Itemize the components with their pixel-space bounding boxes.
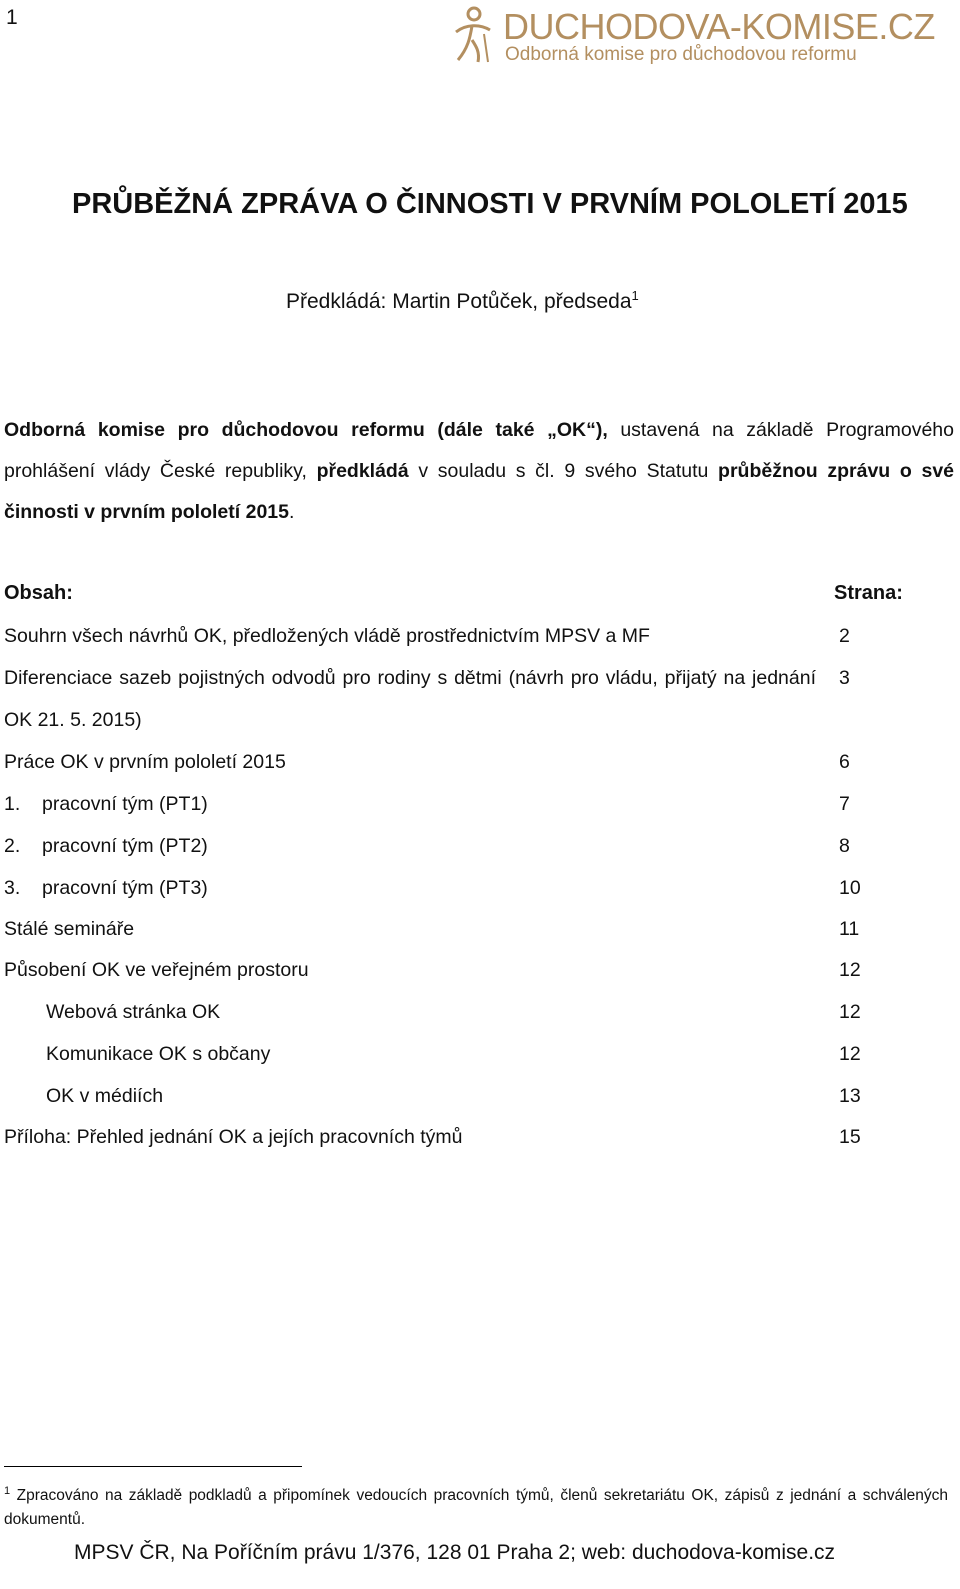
toc-item-label: Diferenciace sazeb pojistných odvodů pro rodiny s dětmi (návrh pro vládu, přijatý na jednání OK 21. 5. 2015) [4,667,816,731]
toc-page-heading: Strana: [834,582,903,604]
logo-brand: DUCHODOVA-KOMISE.CZ [503,6,935,47]
toc-item-number: 1. [4,793,21,815]
footnote [4,1479,948,1532]
toc-item-page: 12 [839,1001,861,1023]
logo-tagline: Odborná komise pro důchodovou reformu [505,44,857,65]
intro-subject: průběžnou zprávu o své činnosti v prvním pololetí 2015 [4,460,955,523]
toc-item-label: Práce OK v prvním pololetí 2015 [4,751,286,773]
toc-item-page: 13 [839,1085,861,1107]
footnote-ref[interactable]: 1 [631,288,639,303]
submitter-text: Předkládá: Martin Potůček, předseda [286,290,632,313]
toc-item-page: 7 [839,793,850,815]
toc-item-page: 12 [839,959,861,981]
footnote-text: Zpracováno na základě podkladů a připomínek vedoucích pracovních týmů, členů sekretariátu OK, zápisů z jednání a schválených dokumentů. [4,1487,948,1529]
submitter [286,288,639,314]
intro-text-1: ustavená na základě Programového prohlášení vlády České republiky, [4,419,954,482]
document-title: PRŮBĚŽNÁ ZPRÁVA O ČINNOSTI V PRVNÍM POLOLETÍ 2015 [72,188,908,220]
toc-item-page: 15 [839,1126,861,1148]
footnote-divider [4,1466,302,1467]
toc-item-label: Webová stránka OK [46,1001,221,1023]
toc-item-label: pracovní tým (PT3) [42,877,208,899]
page-number: 1 [6,6,18,29]
toc-heading: Obsah: [4,582,73,604]
toc-item-page: 11 [839,918,860,940]
toc-item-label: OK v médiích [46,1085,164,1107]
toc-item-page: 10 [839,877,861,899]
toc-item-page: 6 [839,751,850,773]
intro-text-3: . [289,501,295,523]
footnote-mark: 1 [4,1485,11,1497]
toc-item-page: 3 [839,667,850,689]
toc-item-page: 2 [839,625,850,647]
page-footer: MPSV ČR, Na Poříčním právu 1/376, 128 01 Praha 2; web: duchodova-komise.cz [74,1541,836,1564]
toc-item-page: 12 [839,1043,861,1065]
intro-text-2: v souladu s čl. 9 svého Statutu [408,460,719,482]
logo-figure-icon [448,4,498,64]
toc-item-page: 8 [839,835,850,857]
toc-item-label: Stálé semináře [4,918,135,940]
logo[interactable] [448,4,953,64]
toc-item-label: Souhrn všech návrhů OK, předložených vládě prostřednictvím MPSV a MF [4,625,650,647]
toc-item-label: Působení OK ve veřejném prostoru [4,959,309,981]
toc-item-label: Příloha: Přehled jednání OK a jejích pracovních týmů [4,1126,463,1148]
toc-item-label: pracovní tým (PT2) [42,835,208,857]
toc-item-number: 2. [4,835,21,857]
toc-item-label: Komunikace OK s občany [46,1043,271,1065]
toc-item-number: 3. [4,877,21,899]
intro-org-name: Odborná komise pro důchodovou reformu (dále také „OK“), [4,419,608,441]
intro-paragraph [4,410,954,533]
toc-item-label: pracovní tým (PT1) [42,793,208,815]
intro-verb: předkládá [316,460,409,482]
